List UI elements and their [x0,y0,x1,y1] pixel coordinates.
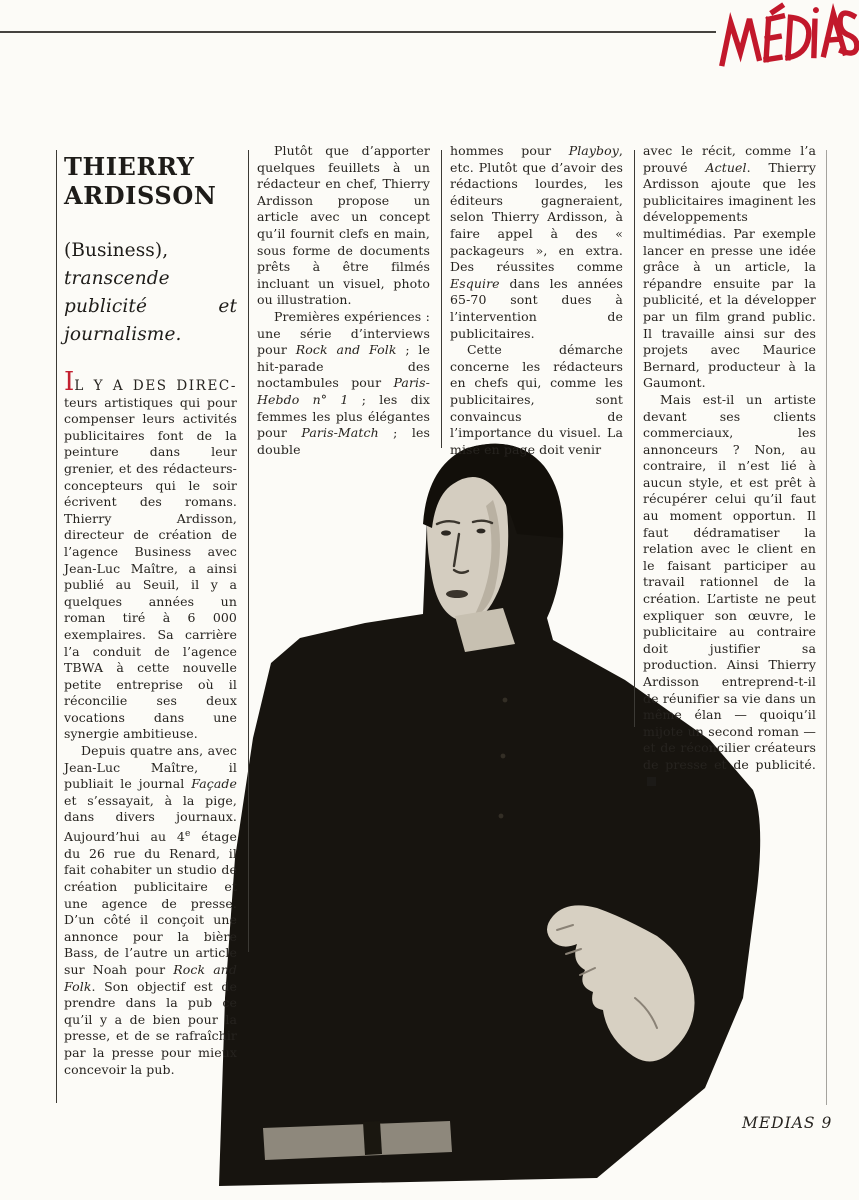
mouth [446,590,468,598]
article-paragraph [64,367,237,743]
article-paragraph [257,143,430,309]
belt-buckle-gap [363,1121,382,1155]
article-column-3 [450,143,623,458]
header-rule [0,31,716,33]
text-segment-i: Paris-Hebdo n° 1 [257,375,430,407]
column-body-1 [64,367,238,1078]
text-segment-sup: e [185,829,191,840]
text-segment-i: Esquire [450,275,500,291]
article-column-1 [64,152,237,1078]
text-segment-r: teurs artistiques qui pour compenser leurs activités publicitaires font de la peinture dans leur grenier, et des rédacteurs-concepteurs qui le soir écrivent des romans. Thierry Ardisson, directeur de création de l’agence Business avec Jean-Luc Maître, a ainsi publié au Seuil, il y a quelques années un roman tiré à 6 000 exemplaires. Sa carrière l’a conduit de l’agence TBWA à cette nouvelle petite entreprise où il réconcilie ses deux vocations dans une synergie ambitieuse. [64,394,237,742]
text-segment-r: ; le hit-parade des noctambules pour [257,342,431,391]
text-segment-r: . Son objectif est de prendre dans la pub ce qu’il y a de bien pour la presse, et de se rafraîchir par la presse pour mieux concevoir la pub. [64,978,237,1077]
text-segment-r: Premières expériences : une série d’interviews pour [257,308,430,358]
logo-letter-d [785,16,811,58]
article-standfirst [64,237,237,349]
eye-right [477,529,486,534]
column-rule-1 [248,150,249,952]
page-folio: MEDIAS 9 [742,1114,833,1132]
logo-i-dot [813,7,820,14]
text-segment-end [647,777,656,786]
article-column-4 [643,143,816,790]
article-paragraph [257,309,430,458]
text-segment-r: dans les années 65-70 sont dues à l’intervention de publicitaires. [450,275,623,341]
text-segment-i: Paris-Match [301,425,379,441]
column-rule-outer-left [56,150,57,1103]
text-segment-i: Playboy [568,143,619,158]
logo-letter-e-acute [762,6,786,60]
column-rule-2 [441,150,442,448]
column-rule-outer-right [826,150,827,1105]
text-segment-i: Façade [191,776,237,792]
text-segment-i: Rock and Folk [295,342,397,358]
text-segment-r: (Business), [64,240,169,261]
text-segment-caps: L Y A DES DIREC- [74,378,237,394]
article-paragraph [643,143,816,392]
article-paragraph [643,392,816,790]
text-segment-drop: I [64,367,75,397]
article-paragraph [64,743,237,1078]
text-segment-r: , etc. Plutôt que d’avoir des rédactions lourdes, les éditeurs gagneraient, selon Thierry Ardisson, à faire appel à des « packageurs », en extra. Des réussites comme [450,143,623,275]
article-column-2 [257,143,430,458]
article-paragraph [450,143,623,342]
text-segment-r: hommes pour [450,143,569,158]
text-segment-r: ; les double [257,425,431,457]
masthead-title [0,0,1,1]
text-segment-r: Cette démarche concerne les rédacteurs en chefs qui, comme les publicitaires, sont convaincus de l’importance du visuel. La mise en page doit venir [450,342,623,457]
logo-letter-i [811,21,818,55]
medias-logo [712,0,859,68]
logo-letter-m [719,18,760,63]
text-segment-i: Rock and Folk [64,961,238,994]
eye-left [441,530,451,535]
text-segment-r: Mais est-il un artiste devant ses clients commerciaux, les annonceurs ? Non, au contraire, il n’est lié à aucun style, et est prêt à récupérer celui qu’il faut au moment opportun. Il faut dédramatiser la relation avec le client en le faisant participer au travail rationnel de la création. L’artiste ne peut expliquer son œuvre, le publicitaire au contraire doit justifier sa production. Ainsi Thierry Ardisson entreprend-t-il de réunifier sa vie dans un même élan — quoiqu’il mijote un second roman — et de réconcilier créateurs de presse et de publicité. [643,391,816,772]
text-segment-r: Plutôt que d’apporter quelques feuillets à un rédacteur en chef, Thierry Ardisson propose un article avec un concept qu’il fournit clefs en main, sous forme de documents prêts à être filmés incluant un visuel, photo ou illustration. [257,143,430,308]
text-segment-r: Depuis quatre ans, avec Jean-Luc Maître, il publiait le journal [64,743,237,792]
column-rule-3 [634,150,635,727]
text-segment-r: . Thierry Ardisson ajoute que les publicitaires imaginent les développements multimédias. Par exemple lancer en presse une idée grâce à un article, la répandre ensuite par la publicité, et la développer par un film grand public. Il travaille ainsi sur des projets avec Maurice Bernard, producteur à la Gaumont. [643,159,816,391]
text-segment-i: transcende publicité et journalisme. [64,268,237,345]
text-segment-r: et s’essayait, à la pige, dans divers journaux. Aujourd’hui au 4 [64,792,237,845]
article-paragraph [450,342,623,458]
text-segment-i: Actuel [705,159,747,175]
text-segment-r: avec le récit, comme l’a prouvé [643,143,816,175]
text-segment-r: étage du 26 rue du Renard, il fait cohabiter un studio de création publicitaire et une agence de presse. D’un côté il conçoit une annonce pour la bière Bass, de l’autre un article sur Noah pour [64,829,237,977]
text-segment-r: ; les dix femmes les plus élégantes pour [257,391,430,441]
article-title: THIERRY ARDISSON [64,152,217,210]
